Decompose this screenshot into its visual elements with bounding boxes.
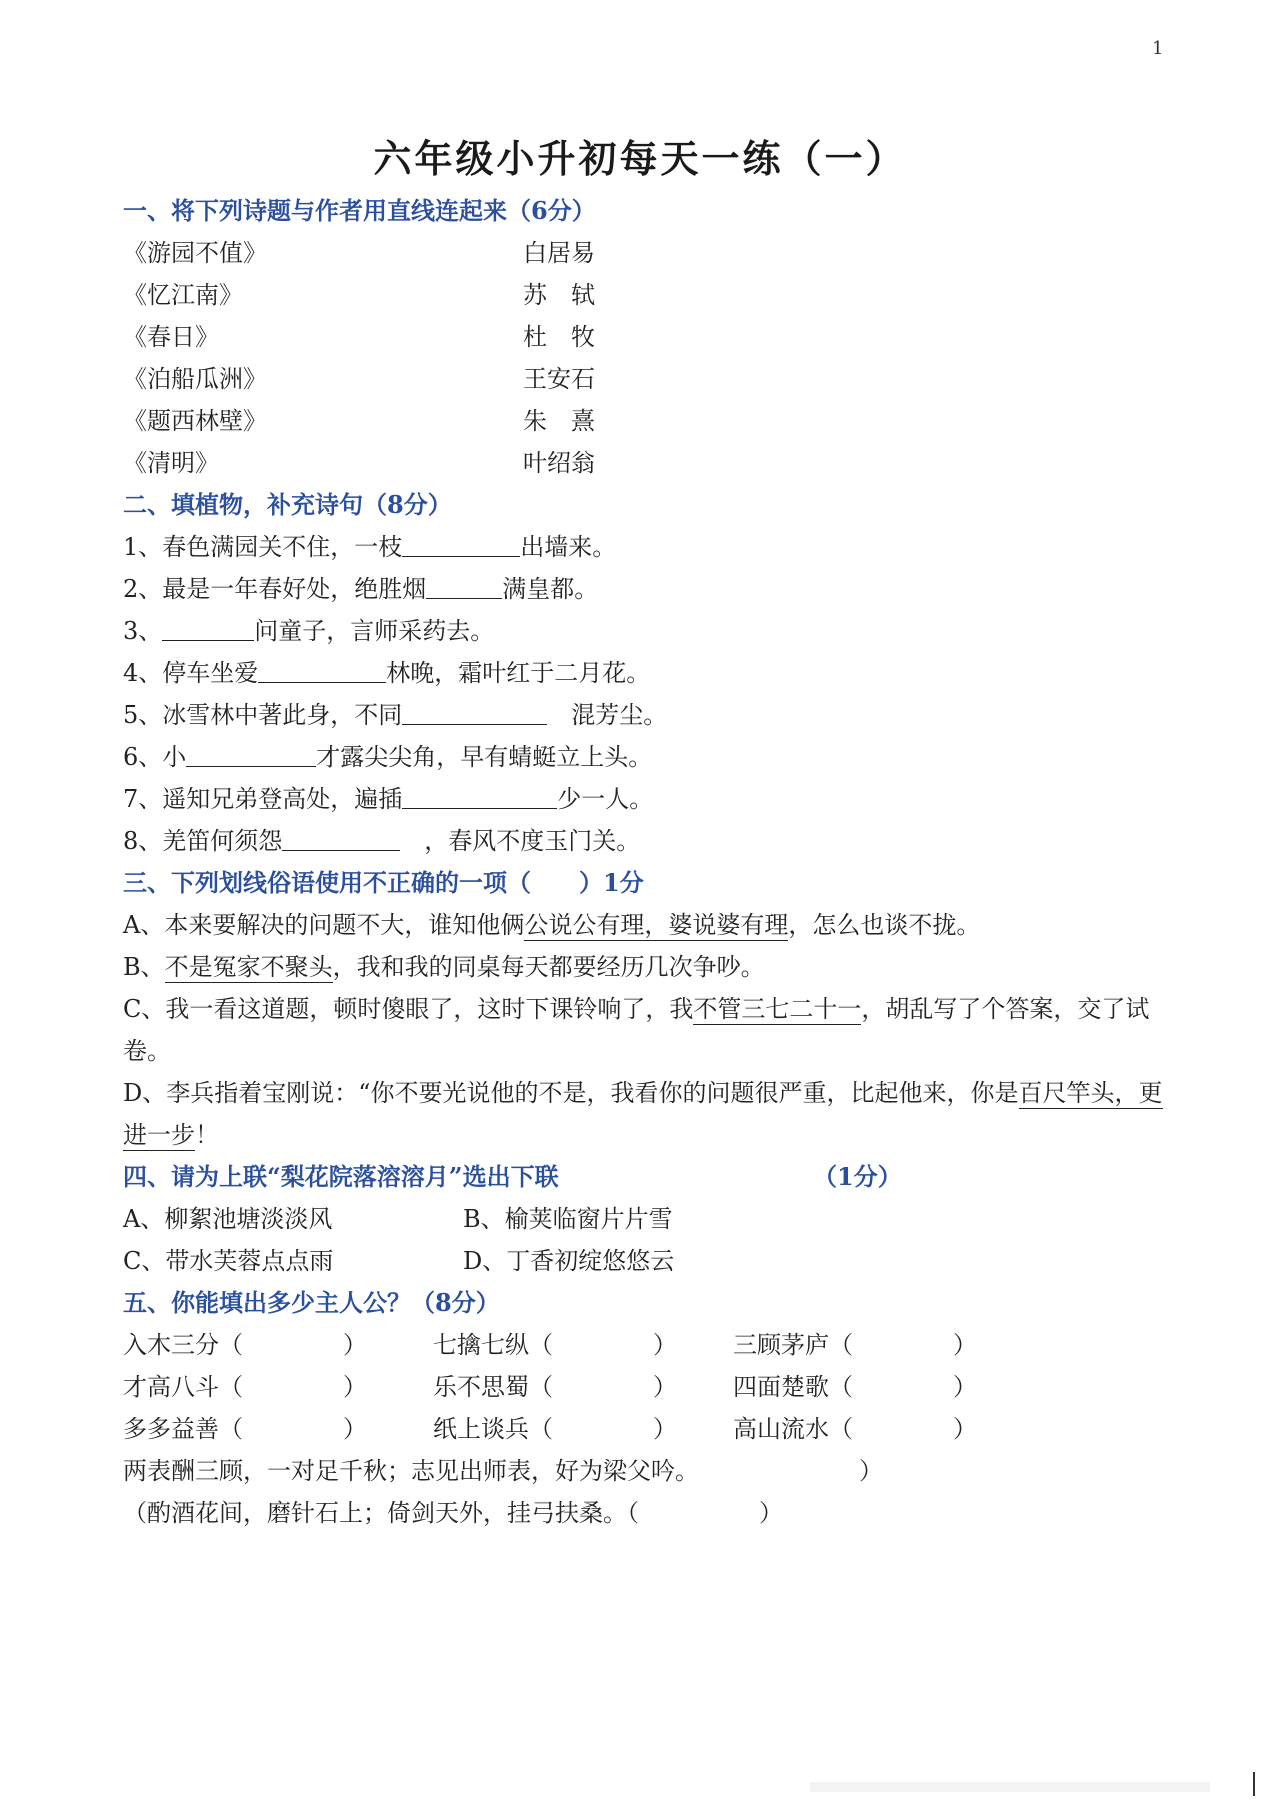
section4-heading: 四、请为上联“梨花院落溶溶月”选出下联 xyxy=(123,1162,559,1191)
section1-heading: 一、将下列诗题与作者用直线连起来（6分） xyxy=(123,196,596,225)
underlined-proverb: 不是冤家不聚头 xyxy=(164,953,333,981)
section2-heading: 二、填植物，补充诗句（8分） xyxy=(123,490,452,519)
couplet-line xyxy=(123,1450,1168,1492)
underlined-proverb: 公说公有理，婆说婆有理 xyxy=(524,911,789,939)
question-text: 7、遥知兄弟登高处，遍插 xyxy=(123,785,403,813)
answer-blank[interactable] xyxy=(258,654,386,683)
idiom-row xyxy=(123,1408,1168,1450)
question-text: ，春风不度玉门关。 xyxy=(400,827,641,855)
answer-blank[interactable] xyxy=(402,528,520,557)
underlined-proverb: 百尺竿头，更进一步 xyxy=(123,1079,1163,1149)
page-number: 1 xyxy=(1152,38,1164,59)
answer-blank[interactable] xyxy=(426,570,502,599)
couplet-text: （酌酒花间，磨针石上；倚剑天外，挂弓扶桑。（ xyxy=(123,1499,639,1527)
fill-blank-item xyxy=(123,568,1168,610)
idiom-item: 四面楚歌（ ） xyxy=(733,1373,977,1401)
question-text: 3、 xyxy=(123,617,163,645)
matching-row xyxy=(123,358,1168,400)
question-text: 混芳尘。 xyxy=(547,701,668,729)
matching-row xyxy=(123,274,1168,316)
poem-title: 《春日》 xyxy=(123,323,219,351)
answer-blank[interactable] xyxy=(186,738,316,767)
couplet-options-row xyxy=(123,1198,1168,1240)
option-c[interactable]: C、带水芙蓉点点雨 xyxy=(123,1247,334,1275)
poem-title: 《忆江南》 xyxy=(123,281,243,309)
fill-blank-item xyxy=(123,820,1168,862)
idiom-item: 乐不思蜀（ ） xyxy=(433,1373,677,1401)
idiom-row xyxy=(123,1366,1168,1408)
option-text: ，怎么也谈不拢。 xyxy=(788,911,981,939)
question-text: 出墙来。 xyxy=(520,533,617,561)
idiom-row xyxy=(123,1324,1168,1366)
idiom-item: 七擒七纵（ ） xyxy=(433,1331,677,1359)
option-b[interactable] xyxy=(123,946,1168,988)
idiom-item: 高山流水（ ） xyxy=(733,1415,977,1443)
idiom-item: 三顾茅庐（ ） xyxy=(733,1331,977,1359)
underlined-proverb: 不管三七二十一 xyxy=(693,995,862,1023)
option-b[interactable]: B、榆荚临窗片片雪 xyxy=(463,1205,673,1233)
fill-blank-item xyxy=(123,610,1168,652)
question-text: 6、小 xyxy=(123,743,187,771)
author-name: 白居易 xyxy=(523,239,595,267)
poem-title: 《清明》 xyxy=(123,449,219,477)
scroll-indicator xyxy=(1253,1772,1255,1796)
fill-blank-item xyxy=(123,694,1168,736)
couplet-text: 两表酬三顾，一对足千秋；志见出师表，好为梁父吟。 xyxy=(123,1457,699,1485)
idiom-item: 多多益善（ ） xyxy=(123,1415,367,1443)
question-text: 5、冰雪林中著此身，不同 xyxy=(123,701,403,729)
answer-blank[interactable] xyxy=(162,612,254,641)
author-name: 苏 轼 xyxy=(523,281,595,309)
section5-heading: 五、你能填出多少主人公？（8分） xyxy=(123,1288,500,1317)
scan-footer-bar xyxy=(810,1782,1210,1792)
poem-title: 《游园不值》 xyxy=(123,239,267,267)
option-text: ，胡乱写了个答案，交了试卷。 xyxy=(123,995,1150,1065)
close-paren: ） xyxy=(759,1499,783,1527)
question-text: 少一人。 xyxy=(557,785,654,813)
question-text: 问童子，言师采药去。 xyxy=(254,617,495,645)
answer-blank[interactable] xyxy=(402,696,547,725)
author-name: 朱 熹 xyxy=(523,407,595,435)
option-a[interactable]: A、柳絮池塘淡淡风 xyxy=(123,1205,333,1233)
worksheet-content xyxy=(123,190,1168,1534)
answer-blank[interactable] xyxy=(282,822,400,851)
option-d[interactable] xyxy=(123,1072,1168,1156)
fill-blank-item xyxy=(123,652,1168,694)
section3-heading: 三、下列划线俗语使用不正确的一项（ ）1分 xyxy=(123,868,644,897)
answer-blank[interactable] xyxy=(402,780,557,809)
option-text: ，我和我的同桌每天都要经历几次争吵。 xyxy=(332,953,765,981)
matching-row xyxy=(123,232,1168,274)
option-text: D、李兵指着宝刚说：“你不要光说他的不是，我看你的问题很严重，比起他来，你是 xyxy=(123,1079,1019,1107)
option-d[interactable]: D、丁香初绽悠悠云 xyxy=(463,1247,675,1275)
option-c[interactable] xyxy=(123,988,1168,1072)
question-text: 林晚，霜叶红于二月花。 xyxy=(386,659,651,687)
idiom-item: 入木三分（ ） xyxy=(123,1331,367,1359)
section4-score: （1分） xyxy=(813,1162,902,1191)
poem-title: 《泊船瓜洲》 xyxy=(123,365,267,393)
question-text: 满皇都。 xyxy=(502,575,599,603)
couplet-line xyxy=(123,1492,1168,1534)
section4-heading-row xyxy=(123,1156,1168,1198)
author-name: 王安石 xyxy=(523,365,595,393)
poem-title: 《题西林壁》 xyxy=(123,407,267,435)
fill-blank-item xyxy=(123,778,1168,820)
option-a[interactable] xyxy=(123,904,1168,946)
option-text: ！ xyxy=(195,1121,219,1149)
author-name: 杜 牧 xyxy=(523,323,595,351)
author-name: 叶绍翁 xyxy=(523,449,595,477)
idiom-item: 才高八斗（ ） xyxy=(123,1373,367,1401)
option-text: A、本来要解决的问题不大，谁知他俩 xyxy=(123,911,525,939)
question-text: 2、最是一年春好处，绝胜烟 xyxy=(123,575,427,603)
question-text: 4、停车坐爱 xyxy=(123,659,259,687)
close-paren: ） xyxy=(859,1457,883,1485)
matching-row xyxy=(123,442,1168,484)
option-text: C、我一看这道题，顿时傻眼了，这时下课铃响了，我 xyxy=(123,995,694,1023)
matching-row xyxy=(123,316,1168,358)
couplet-options-row xyxy=(123,1240,1168,1282)
fill-blank-item xyxy=(123,526,1168,568)
matching-row xyxy=(123,400,1168,442)
option-text: B、 xyxy=(123,953,165,981)
question-text: 才露尖尖角，早有蜻蜓立上头。 xyxy=(316,743,653,771)
question-text: 1、春色满园关不住，一枝 xyxy=(123,533,403,561)
idiom-item: 纸上谈兵（ ） xyxy=(433,1415,677,1443)
question-text: 8、羌笛何须怨 xyxy=(123,827,283,855)
fill-blank-item xyxy=(123,736,1168,778)
page-title: 六年级小升初每天一练（一） xyxy=(373,136,907,181)
